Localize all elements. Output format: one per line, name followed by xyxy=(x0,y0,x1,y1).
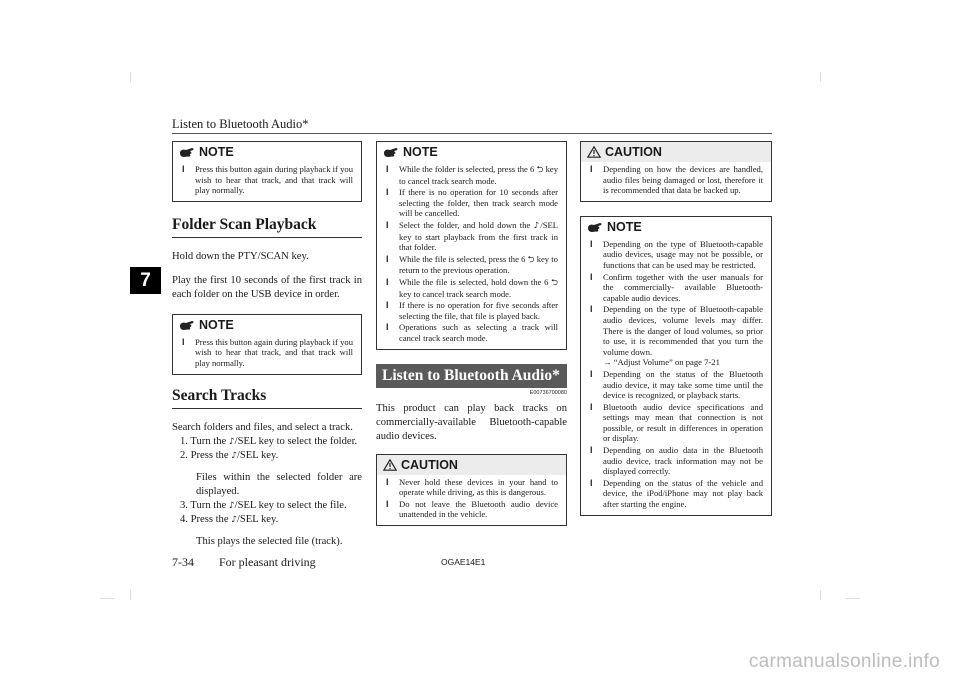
caution-item: l Never hold these devices in your hand to operate while driving, as this is dangerous. xyxy=(385,477,558,498)
note-list xyxy=(377,162,566,349)
note-text: Depending on the type of Bluetooth-capable audio devices, volume levels may differ. There is the danger of loud volumes, so prior to use, it is recommended that you turn the volume down. xyxy=(603,304,763,357)
note-box xyxy=(580,216,772,516)
crop-mark xyxy=(130,590,131,600)
note-item xyxy=(385,220,558,253)
footer-page-number: 7-34 xyxy=(172,555,194,569)
step-item xyxy=(172,449,362,463)
caution-list xyxy=(581,162,771,201)
music-note-icon: ♪ xyxy=(228,436,235,447)
note-item: l If there is no operation for 10 seconds after selecting the folder, then track search mode will be cancelled. xyxy=(385,187,558,219)
caution-item: l Depending on how the devices are handled, audio files being damaged or lost, therefore it is recommended that data be backed up. xyxy=(589,164,763,196)
note-header xyxy=(173,142,361,162)
note-list xyxy=(173,335,361,374)
note-header xyxy=(173,315,361,335)
return-arrow-icon: ⮌ xyxy=(536,165,544,175)
watermark: carmanualsonline.info xyxy=(748,651,940,672)
warning-triangle-icon xyxy=(587,146,601,158)
caution-header xyxy=(581,142,771,162)
note-item xyxy=(385,254,558,276)
step-text: /SEL key. xyxy=(236,449,279,461)
step-item xyxy=(172,513,362,527)
note-box xyxy=(172,141,362,202)
crop-mark xyxy=(100,598,114,599)
note-item: l Bluetooth audio device specifications and settings may mean that connection is not possible, or result in differences in operation or display. xyxy=(589,402,763,444)
note-text: While the file is selected, press the 6 xyxy=(399,253,526,264)
search-steps xyxy=(172,435,362,549)
note-label: NOTE xyxy=(607,219,642,234)
step-text: 4. Press the xyxy=(180,513,229,525)
column-3 xyxy=(580,141,772,516)
header-rule xyxy=(172,133,772,134)
caution-label: CAUTION xyxy=(401,457,458,472)
caution-item: l Do not leave the Bluetooth audio device unattended in the vehicle. xyxy=(385,499,558,520)
column-2 xyxy=(376,141,567,526)
page-header-title: Listen to Bluetooth Audio* xyxy=(172,117,309,131)
note-hand-icon xyxy=(179,146,195,158)
section-code: E00736700080 xyxy=(529,389,567,396)
music-note-icon: ♪ xyxy=(231,514,237,525)
music-note-icon: ♪ xyxy=(228,500,235,511)
note-item: l Operations such as selecting a track will cancel track search mode. xyxy=(385,322,558,343)
bluetooth-description: This product can play back tracks on commercially-available Bluetooth-capable audio devices. xyxy=(376,402,567,442)
note-text: While the file is selected, hold down the 6 xyxy=(399,276,549,287)
step-item xyxy=(172,499,362,513)
step-text: /SEL key to select the file. xyxy=(234,499,347,511)
section-title-folder-scan: Folder Scan Playback xyxy=(172,215,317,233)
footer-doc-code: OGAE14E1 xyxy=(441,557,486,567)
return-arrow-icon: ⮌ xyxy=(551,277,558,288)
caution-header xyxy=(377,455,566,475)
note-list xyxy=(581,237,771,515)
note-item: l Depending on the status of the Bluetooth audio device, it may take some time until the device is recognized, or playback starts. xyxy=(589,369,763,401)
step-subtext: This plays the selected file (track). xyxy=(196,535,343,547)
music-note-icon: ♪ xyxy=(231,450,237,461)
column-1 xyxy=(172,141,362,549)
note-label: NOTE xyxy=(199,317,234,332)
note-hand-icon xyxy=(383,146,399,158)
return-arrow-icon: ⮌ xyxy=(527,254,535,265)
crop-mark xyxy=(820,590,821,600)
note-label: NOTE xyxy=(403,145,438,159)
caution-list xyxy=(377,475,566,525)
step-item xyxy=(172,435,362,449)
note-item: l Depending on the type of Bluetooth-capable audio devices, usage may not be possible, or functions that can be used may be restricted. xyxy=(589,239,763,271)
music-note-icon: ♪ xyxy=(533,220,541,231)
note-text: key to return to the previous operation. xyxy=(399,253,558,276)
note-item: l Confirm together with the user manuals for the commercially- available Bluetooth-capable audio devices. xyxy=(589,272,763,304)
note-item: l Depending on the status of the vehicle and device, the iPod/iPhone may not play back after starting the engine. xyxy=(589,478,763,510)
folder-scan-instruction: Hold down the PTY/SCAN key. xyxy=(172,250,309,262)
step-subtext: Files within the selected folder are displayed. xyxy=(196,471,362,497)
note-item: l Depending on audio data in the Bluetooth audio device, track information may not be displayed correctly. xyxy=(589,445,763,477)
footer-section: For pleasant driving xyxy=(219,555,316,569)
caution-box xyxy=(376,454,567,526)
step-text: 3. Turn the xyxy=(180,499,227,511)
note-header xyxy=(377,142,566,162)
note-header xyxy=(581,217,771,237)
note-box xyxy=(172,314,362,375)
crop-mark xyxy=(130,72,131,82)
step-text: 1. Turn the xyxy=(180,435,227,447)
note-item: l Press this button again during playback if you wish to hear that track, and that track will play normally. xyxy=(181,164,353,196)
crop-mark xyxy=(820,72,821,82)
step-text: /SEL key. xyxy=(236,513,279,525)
note-text: key to cancel track search mode. xyxy=(399,164,558,186)
note-item: l If there is no operation for five seconds after selecting the file, that file is played back. xyxy=(385,300,558,321)
note-item xyxy=(589,304,763,368)
note-text: While the folder is selected, press the 6 xyxy=(399,164,535,174)
chapter-tab: 7 xyxy=(130,267,161,294)
note-text: key to cancel track search mode. xyxy=(399,288,512,299)
warning-triangle-icon xyxy=(383,459,397,471)
note-list xyxy=(173,162,361,201)
caution-box xyxy=(580,141,772,202)
note-text: /SEL key to start playback from the first track in that folder. xyxy=(399,219,558,253)
step-text: 2. Press the xyxy=(180,449,229,461)
note-hand-icon xyxy=(179,319,195,331)
note-text: Select the folder, and hold down the xyxy=(399,219,531,230)
caution-label: CAUTION xyxy=(605,145,662,159)
note-item xyxy=(385,277,558,299)
folder-scan-description: Play the first 10 seconds of the first track in each folder on the USB device in order. xyxy=(172,274,362,300)
note-item: l Press this button again during playback if you wish to hear that track, and that track will play normally. xyxy=(181,337,353,369)
step-text: /SEL key to select the folder. xyxy=(234,435,358,447)
note-hand-icon xyxy=(587,221,603,233)
page-reference-link[interactable]: → “Adjust Volume” on page 7-21 xyxy=(603,357,720,368)
crop-mark xyxy=(846,598,860,599)
note-item xyxy=(385,164,558,186)
note-label: NOTE xyxy=(199,145,234,159)
section-banner-bluetooth: Listen to Bluetooth Audio* xyxy=(376,364,567,388)
section-title-search-tracks: Search Tracks xyxy=(172,386,267,404)
note-box xyxy=(376,141,567,350)
search-intro: Search folders and files, and select a track. xyxy=(172,421,353,433)
